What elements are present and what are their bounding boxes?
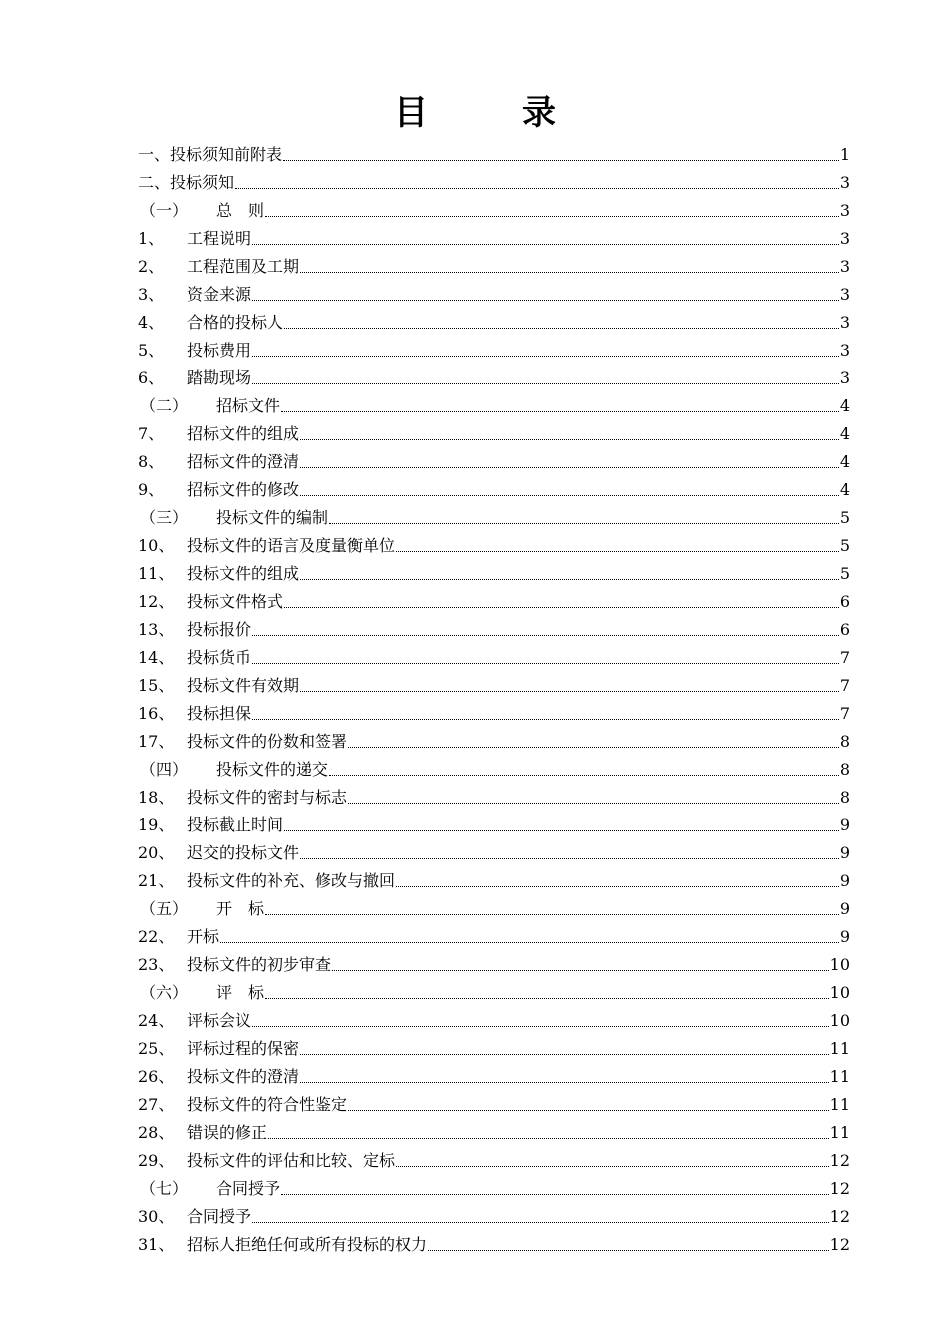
toc-entry-page-number: 10 [829, 1011, 850, 1030]
toc-entry[interactable] [138, 726, 850, 754]
toc-entry-page-number: 4 [839, 424, 850, 444]
toc-entry-page-number: 3 [839, 228, 850, 248]
toc-entry-title: 开标 [187, 927, 220, 947]
toc-entry-page-number: 12 [829, 1206, 850, 1226]
toc-entry-number: （一） [140, 200, 189, 220]
dot-leader [396, 886, 839, 887]
toc-entry-title: 开 标 [216, 899, 265, 919]
toc-entry-number: 30、 [138, 1206, 175, 1226]
toc-entry-number: 20、 [138, 843, 175, 863]
toc-entry-page-number: 3 [839, 284, 850, 304]
toc-entry-title: 评标过程的保密 [187, 1038, 300, 1058]
dot-leader [252, 244, 839, 245]
toc-entry-page-number: 3 [839, 200, 850, 220]
toc-entry-title: 一、投标须知前附表 [138, 144, 283, 164]
toc-entry[interactable] [138, 139, 850, 167]
toc-entry-number: 24、 [138, 1011, 175, 1030]
dot-leader [252, 300, 839, 301]
toc-entry[interactable] [138, 1005, 850, 1033]
toc-entry-page-number: 3 [839, 172, 850, 192]
toc-entry-number: 19、 [138, 815, 175, 835]
toc-entry[interactable] [138, 418, 850, 446]
toc-entry[interactable] [138, 614, 850, 642]
toc-entry-number: 1、 [138, 228, 165, 248]
table-of-contents [138, 139, 850, 1257]
toc-entry-title: 总 则 [216, 200, 265, 220]
toc-entry-page-number: 5 [839, 508, 850, 528]
toc-entry-title: 投标文件的编制 [216, 508, 329, 528]
toc-entry[interactable] [138, 810, 850, 838]
toc-entry-number: 6、 [138, 368, 165, 388]
dot-leader [265, 216, 839, 217]
toc-entry-title: 投标文件的评估和比较、定标 [187, 1150, 396, 1170]
toc-entry-page-number: 9 [839, 843, 850, 863]
toc-entry-title: 投标文件的补充、修改与撤回 [187, 871, 396, 891]
dot-leader [348, 1110, 829, 1111]
toc-entry-page-number: 3 [839, 340, 850, 360]
dot-leader [396, 551, 839, 552]
toc-entry-title: 投标文件的符合性鉴定 [187, 1094, 348, 1114]
toc-entry[interactable] [138, 1061, 850, 1089]
toc-entry[interactable] [138, 586, 850, 614]
toc-entry-number: 26、 [138, 1066, 175, 1086]
toc-entry-title: 投标文件的组成 [187, 564, 300, 583]
toc-entry-page-number: 6 [839, 591, 850, 611]
toc-entry[interactable] [138, 530, 850, 558]
toc-entry-page-number: 5 [839, 564, 850, 583]
toc-entry-number: 12、 [138, 591, 175, 611]
toc-entry[interactable] [138, 446, 850, 474]
toc-entry[interactable] [138, 1201, 850, 1229]
toc-entry[interactable] [138, 837, 850, 865]
dot-leader [329, 775, 839, 776]
toc-entry[interactable] [138, 279, 850, 307]
toc-entry-title: 工程范围及工期 [187, 256, 300, 276]
toc-entry-title: 错误的修正 [187, 1122, 268, 1142]
toc-entry-number: 14、 [138, 647, 175, 667]
dot-leader [265, 914, 839, 915]
toc-entry-page-number: 3 [839, 368, 850, 388]
toc-entry-number: 9、 [138, 480, 165, 500]
toc-entry-number: 27、 [138, 1094, 175, 1114]
toc-entry-title: 投标文件的初步审查 [187, 955, 332, 975]
dot-leader [284, 607, 839, 608]
toc-entry-title: 工程说明 [187, 228, 252, 248]
toc-entry[interactable] [138, 1229, 850, 1257]
toc-title: 目 录 [394, 93, 586, 133]
toc-entry[interactable] [138, 1173, 850, 1201]
toc-entry[interactable] [138, 949, 850, 977]
toc-entry-title: 二、投标须知 [138, 172, 235, 192]
toc-entry[interactable] [138, 474, 850, 502]
dot-leader [268, 1138, 829, 1139]
toc-entry-title: 评标会议 [187, 1011, 252, 1030]
toc-entry-title: 投标文件的密封与标志 [187, 787, 348, 807]
toc-entry-page-number: 9 [839, 815, 850, 835]
toc-entry[interactable] [138, 251, 850, 279]
toc-entry[interactable] [138, 390, 850, 418]
toc-entry-title: 招标人拒绝任何或所有投标的权力 [187, 1234, 428, 1254]
dot-leader [300, 1082, 829, 1083]
toc-entry-number: 21、 [138, 871, 175, 891]
dot-leader [348, 747, 839, 748]
toc-entry-page-number: 12 [829, 1234, 850, 1254]
toc-entry-title: 招标文件的修改 [187, 480, 300, 500]
toc-entry-number: 13、 [138, 619, 175, 639]
dot-leader [428, 1250, 829, 1251]
dot-leader [300, 858, 839, 859]
toc-entry[interactable] [138, 1145, 850, 1173]
dot-leader [300, 1054, 829, 1055]
toc-entry-title: 投标文件的澄清 [187, 1066, 300, 1086]
toc-entry-number: 4、 [138, 312, 165, 332]
dot-leader [396, 1166, 829, 1167]
toc-entry[interactable] [138, 865, 850, 893]
toc-entry-page-number: 11 [829, 1122, 850, 1142]
toc-entry-title: 投标文件有效期 [187, 675, 300, 695]
toc-entry-title: 合同授予 [216, 1178, 281, 1198]
toc-entry-title: 评 标 [216, 983, 265, 1003]
toc-entry-number: 11、 [138, 564, 175, 583]
toc-entry-page-number: 10 [829, 955, 850, 975]
toc-entry-page-number: 12 [829, 1150, 850, 1170]
toc-entry-number: 10、 [138, 536, 175, 556]
toc-entry[interactable] [138, 782, 850, 810]
dot-leader [281, 411, 839, 412]
dot-leader [300, 272, 839, 273]
toc-entry-title: 招标文件的澄清 [187, 452, 300, 472]
toc-entry-page-number: 7 [839, 703, 850, 723]
dot-leader [220, 942, 839, 943]
toc-entry-title: 招标文件的组成 [187, 424, 300, 444]
toc-entry-title: 投标担保 [187, 703, 252, 723]
toc-entry-page-number: 7 [839, 647, 850, 667]
toc-entry[interactable] [138, 754, 850, 782]
dot-leader [252, 663, 839, 664]
dot-leader [265, 998, 829, 999]
dot-leader [332, 970, 829, 971]
toc-entry[interactable] [138, 893, 850, 921]
dot-leader [284, 830, 839, 831]
toc-entry-page-number: 8 [839, 759, 850, 779]
toc-entry[interactable] [138, 1033, 850, 1061]
toc-entry-page-number: 9 [839, 871, 850, 891]
toc-entry-page-number: 11 [829, 1038, 850, 1058]
dot-leader [252, 635, 839, 636]
toc-entry-number: 17、 [138, 731, 175, 751]
toc-entry-page-number: 4 [839, 396, 850, 416]
toc-entry-number: （五） [140, 899, 189, 919]
dot-leader [300, 439, 839, 440]
toc-entry-number: （四） [140, 759, 189, 779]
dot-leader [329, 523, 839, 524]
toc-entry-page-number: 4 [839, 480, 850, 500]
toc-entry-number: 15、 [138, 675, 175, 695]
dot-leader [252, 719, 839, 720]
toc-entry-title: 投标报价 [187, 619, 252, 639]
toc-entry-number: 7、 [138, 424, 165, 444]
toc-entry-title: 合格的投标人 [187, 312, 284, 332]
toc-entry[interactable] [138, 977, 850, 1005]
toc-entry-number: 31、 [138, 1234, 175, 1254]
toc-entry-page-number: 7 [839, 675, 850, 695]
toc-entry[interactable] [138, 921, 850, 949]
toc-entry-title: 踏勘现场 [187, 368, 252, 388]
toc-entry-page-number: 9 [839, 899, 850, 919]
toc-entry-page-number: 11 [829, 1094, 850, 1114]
toc-entry-number: 16、 [138, 703, 175, 723]
dot-leader [252, 1222, 829, 1223]
toc-entry-title: 合同授予 [187, 1206, 252, 1226]
toc-entry-title: 招标文件 [216, 396, 281, 416]
dot-leader [300, 495, 839, 496]
toc-entry-number: （七） [140, 1178, 189, 1198]
toc-entry-number: 3、 [138, 284, 165, 304]
toc-entry-page-number: 12 [829, 1178, 850, 1198]
dot-leader [235, 188, 839, 189]
toc-entry[interactable] [138, 1089, 850, 1117]
toc-entry-title: 迟交的投标文件 [187, 843, 300, 863]
toc-entry-page-number: 4 [839, 452, 850, 472]
toc-entry-page-number: 3 [839, 312, 850, 332]
toc-entry-page-number: 6 [839, 619, 850, 639]
toc-entry[interactable] [138, 1117, 850, 1145]
toc-entry[interactable] [138, 642, 850, 670]
toc-entry-page-number: 1 [839, 144, 850, 164]
toc-entry-title: 投标文件的递交 [216, 759, 329, 779]
toc-entry-title: 资金来源 [187, 284, 252, 304]
dot-leader [252, 1026, 829, 1027]
toc-entry[interactable] [138, 502, 850, 530]
toc-entry-page-number: 11 [829, 1066, 850, 1086]
toc-entry-title: 投标文件的份数和签署 [187, 731, 348, 751]
dot-leader [300, 579, 839, 580]
toc-entry-page-number: 10 [829, 983, 850, 1003]
toc-entry-title: 投标截止时间 [187, 815, 284, 835]
dot-leader [252, 356, 839, 357]
toc-entry[interactable] [138, 670, 850, 698]
toc-entry-number: （二） [140, 396, 189, 416]
toc-entry-number: 23、 [138, 955, 175, 975]
toc-entry[interactable] [138, 195, 850, 223]
dot-leader [348, 803, 839, 804]
toc-entry-title: 投标货币 [187, 647, 252, 667]
toc-entry-number: 8、 [138, 452, 165, 472]
toc-entry[interactable] [138, 223, 850, 251]
toc-entry[interactable] [138, 363, 850, 391]
toc-entry-page-number: 8 [839, 731, 850, 751]
toc-entry-page-number: 9 [839, 927, 850, 947]
toc-entry-title: 投标文件格式 [187, 591, 284, 611]
toc-entry-number: 2、 [138, 256, 165, 276]
toc-entry-number: 5、 [138, 340, 165, 360]
dot-leader [300, 467, 839, 468]
toc-entry-page-number: 8 [839, 787, 850, 807]
toc-entry[interactable] [138, 167, 850, 195]
toc-entry-number: 29、 [138, 1150, 175, 1170]
dot-leader [252, 383, 839, 384]
toc-entry-number: 28、 [138, 1122, 175, 1142]
toc-entry[interactable] [138, 558, 850, 586]
toc-entry-number: 25、 [138, 1038, 175, 1058]
toc-entry-title: 投标费用 [187, 340, 252, 360]
toc-entry[interactable] [138, 698, 850, 726]
toc-entry-title: 投标文件的语言及度量衡单位 [187, 536, 396, 556]
toc-entry-number: （三） [140, 508, 189, 528]
toc-entry[interactable] [138, 307, 850, 335]
dot-leader [300, 691, 839, 692]
toc-entry-number: 22、 [138, 927, 175, 947]
toc-entry-number: 18、 [138, 787, 175, 807]
dot-leader [284, 328, 839, 329]
dot-leader [281, 1194, 829, 1195]
toc-entry-page-number: 5 [839, 536, 850, 556]
toc-entry-page-number: 3 [839, 256, 850, 276]
dot-leader [283, 160, 839, 161]
toc-entry[interactable] [138, 335, 850, 363]
toc-entry-number: （六） [140, 983, 189, 1003]
